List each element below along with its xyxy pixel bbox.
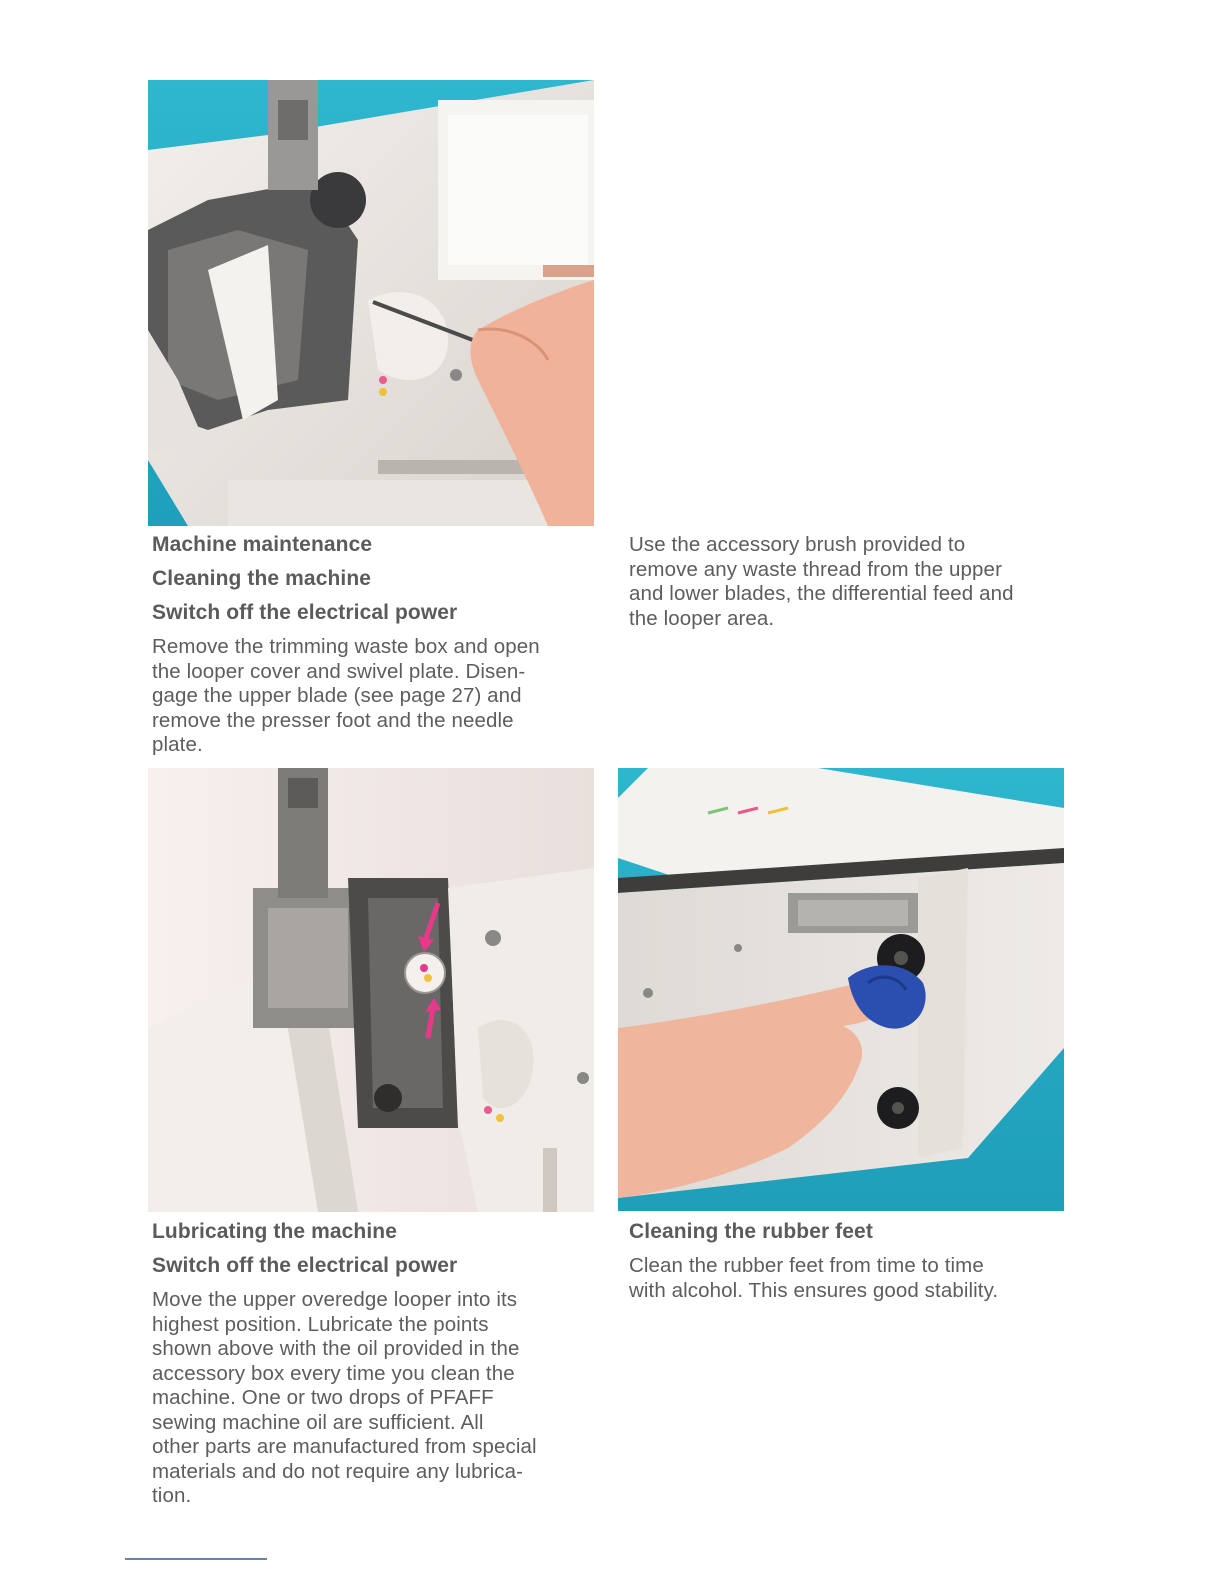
photo-rubber-feet (618, 768, 1064, 1211)
lubricating-section (152, 1220, 602, 1509)
photo-lubricating (148, 768, 594, 1212)
heading-switch-off-power-2: Switch off the electrical power (152, 1254, 458, 1277)
brush-instructions: Use the accessory brush provided to remove any waste thread from the upper and lower blades, the differential feed and the looper area. (629, 533, 1014, 630)
cleaning-instructions: Remove the trimming waste box and open the looper cover and swivel plate. Disen- gage the upper blade (see page 27) and remove the presser foot and the needle plate. (152, 635, 540, 756)
photo-cleaning-brush (148, 80, 594, 526)
lubricating-instructions: Move the upper overedge looper into its highest position. Lubricate the points shown above with the oil provided in the accessory box every time you clean the machine. One or two drops of PFAFF sewing machine oil are sufficient. All other parts are manufactured from special materials and do not require any lubrica- tion. (152, 1288, 537, 1507)
rubber-feet-instructions: Clean the rubber feet from time to time with alcohol. This ensures good stability. (629, 1254, 999, 1302)
heading-cleaning-machine: Cleaning the machine (152, 567, 372, 590)
footer-rule (125, 1558, 267, 1560)
cleaning-section (152, 533, 602, 758)
brush-instructions-block (629, 533, 1089, 631)
heading-cleaning-rubber-feet: Cleaning the rubber feet (629, 1220, 873, 1243)
heading-switch-off-power: Switch off the electrical power (152, 601, 458, 624)
rubber-feet-section (629, 1220, 1089, 1303)
heading-machine-maintenance: Machine maintenance (152, 533, 373, 556)
heading-lubricating-machine: Lubricating the machine (152, 1220, 397, 1243)
